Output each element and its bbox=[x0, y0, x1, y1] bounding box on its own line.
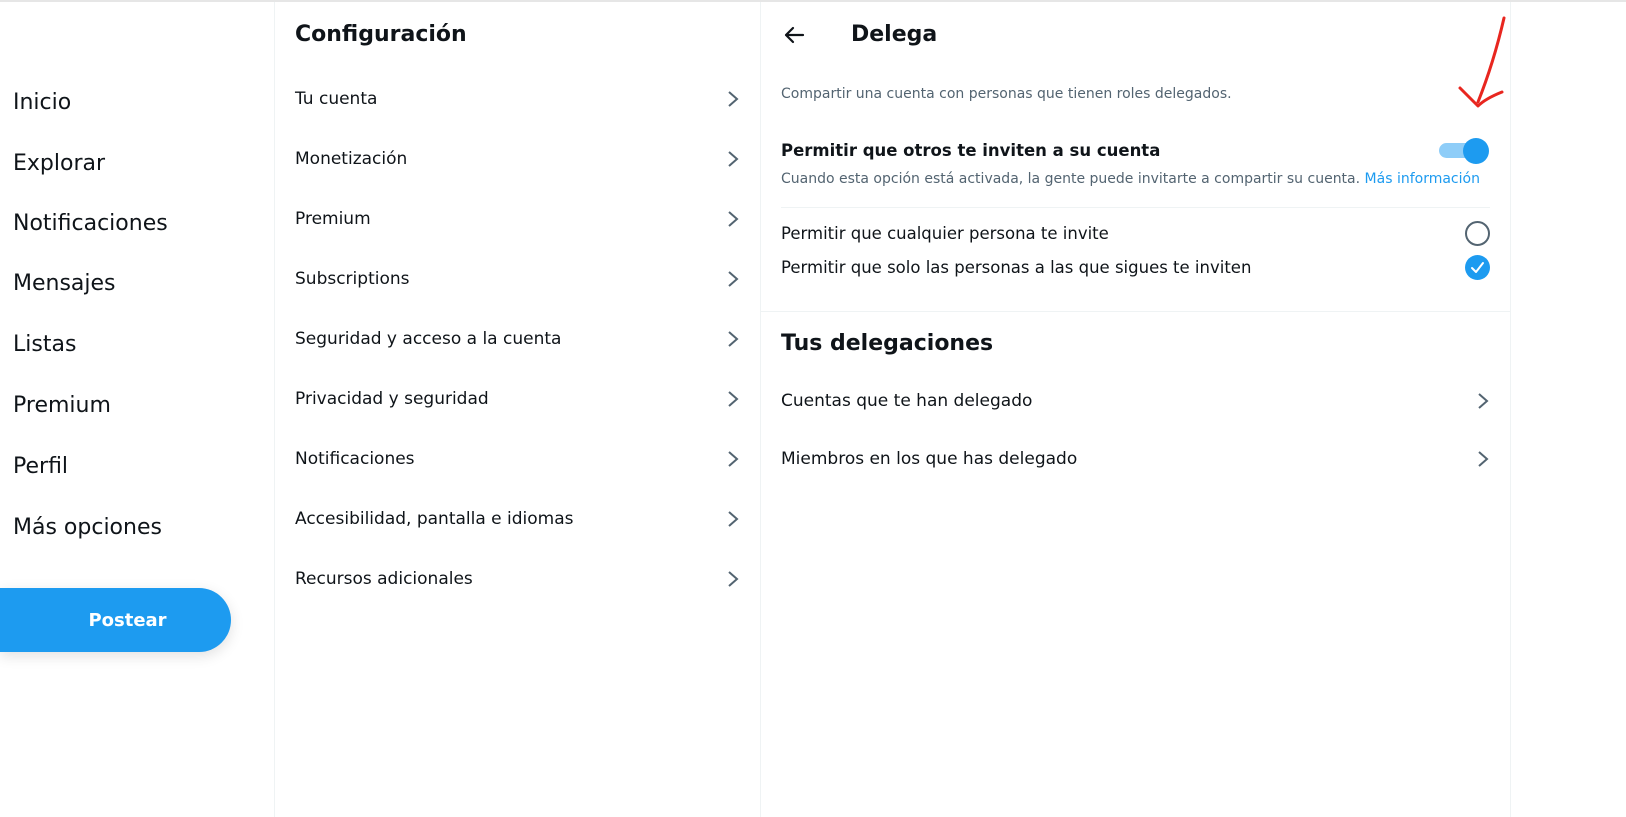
post-button[interactable]: Postear bbox=[0, 588, 231, 652]
settings-item-tu-cuenta[interactable] bbox=[275, 69, 760, 129]
section-divider bbox=[761, 311, 1510, 312]
nav-item-listas[interactable]: Listas bbox=[13, 332, 77, 357]
permission-subtitle bbox=[781, 171, 1480, 187]
allow-invites-toggle[interactable] bbox=[1439, 137, 1491, 163]
option-following-label[interactable]: Permitir que solo las personas a las que sigues te inviten bbox=[781, 258, 1252, 277]
chevron-right-icon bbox=[726, 209, 740, 229]
settings-item-monetizacion[interactable] bbox=[275, 129, 760, 189]
back-arrow-icon[interactable] bbox=[781, 22, 807, 48]
settings-item-premium[interactable] bbox=[275, 189, 760, 249]
nav-item-mensajes[interactable]: Mensajes bbox=[13, 271, 116, 296]
option-anyone-radio[interactable] bbox=[1465, 221, 1490, 246]
settings-item-label: Recursos adicionales bbox=[295, 569, 473, 589]
chevron-right-icon bbox=[726, 449, 740, 469]
chevron-right-icon bbox=[726, 149, 740, 169]
chevron-right-icon bbox=[726, 569, 740, 589]
permission-subtitle-text: Cuando esta opción está activada, la gente puede invitarte a compartir su cuenta. bbox=[781, 171, 1361, 187]
settings-item-label: Seguridad y acceso a la cuenta bbox=[295, 329, 562, 349]
chevron-right-icon bbox=[726, 509, 740, 529]
settings-item-label: Tu cuenta bbox=[295, 89, 378, 109]
chevron-right-icon bbox=[726, 269, 740, 289]
page-title: Delega bbox=[851, 22, 938, 47]
settings-item-label: Monetización bbox=[295, 149, 408, 169]
divider bbox=[781, 207, 1490, 208]
nav-item-mas-opciones[interactable]: Más opciones bbox=[13, 515, 162, 540]
column-divider bbox=[1510, 2, 1511, 817]
chevron-right-icon bbox=[1476, 391, 1490, 411]
settings-panel bbox=[275, 0, 760, 817]
main-nav bbox=[0, 0, 274, 817]
settings-item-privacidad[interactable] bbox=[275, 369, 760, 429]
nav-item-notificaciones[interactable]: Notificaciones bbox=[13, 211, 168, 236]
page-description: Compartir una cuenta con personas que tienen roles delegados. bbox=[781, 86, 1232, 102]
chevron-right-icon bbox=[1476, 449, 1490, 469]
delegation-item-label: Miembros en los que has delegado bbox=[781, 449, 1078, 469]
more-info-link[interactable]: Más información bbox=[1364, 171, 1480, 187]
nav-item-explorar[interactable]: Explorar bbox=[13, 151, 106, 176]
permission-title: Permitir que otros te inviten a su cuenta bbox=[781, 141, 1161, 160]
delegated-accounts-item[interactable] bbox=[761, 372, 1510, 430]
option-anyone-label[interactable]: Permitir que cualquier persona te invite bbox=[781, 224, 1109, 243]
delegate-panel bbox=[761, 0, 1510, 817]
chevron-right-icon bbox=[726, 329, 740, 349]
settings-item-recursos[interactable] bbox=[275, 549, 760, 609]
delegated-members-item[interactable] bbox=[761, 430, 1510, 488]
section-title: Tus delegaciones bbox=[781, 331, 994, 356]
settings-item-notificaciones[interactable] bbox=[275, 429, 760, 489]
toggle-knob bbox=[1463, 138, 1489, 164]
settings-title: Configuración bbox=[295, 22, 467, 47]
chevron-right-icon bbox=[726, 389, 740, 409]
settings-item-label: Notificaciones bbox=[295, 449, 415, 469]
settings-item-accesibilidad[interactable] bbox=[275, 489, 760, 549]
nav-item-perfil[interactable]: Perfil bbox=[13, 454, 69, 479]
delegation-item-label: Cuentas que te han delegado bbox=[781, 391, 1033, 411]
chevron-right-icon bbox=[726, 89, 740, 109]
settings-item-label: Premium bbox=[295, 209, 371, 229]
settings-item-label: Privacidad y seguridad bbox=[295, 389, 489, 409]
settings-item-label: Accesibilidad, pantalla e idiomas bbox=[295, 509, 574, 529]
option-following-radio[interactable] bbox=[1465, 255, 1490, 280]
checkmark-icon bbox=[1465, 255, 1490, 280]
nav-item-premium[interactable]: Premium bbox=[13, 393, 111, 418]
settings-item-seguridad[interactable] bbox=[275, 309, 760, 369]
settings-item-subscriptions[interactable] bbox=[275, 249, 760, 309]
nav-item-inicio[interactable]: Inicio bbox=[13, 90, 72, 115]
settings-item-label: Subscriptions bbox=[295, 269, 410, 289]
annotation-arrow-icon bbox=[1446, 14, 1516, 114]
